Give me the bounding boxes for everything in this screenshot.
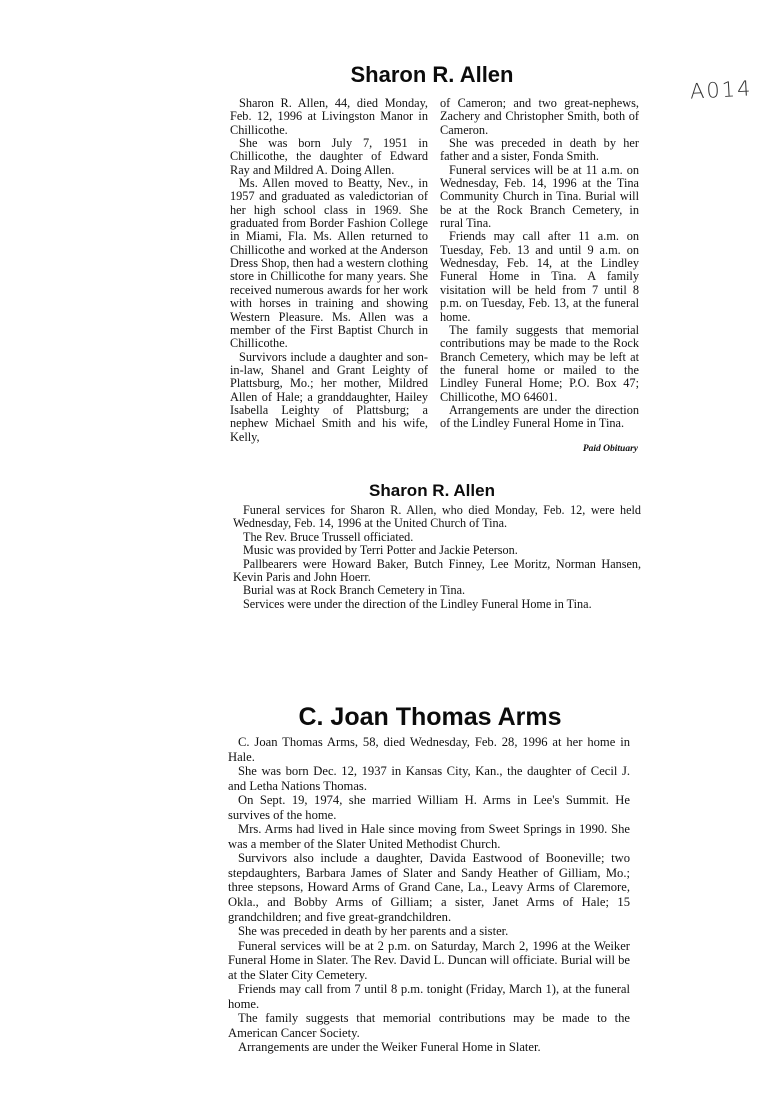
obituary-title-sharon-allen: Sharon R. Allen	[350, 62, 514, 87]
paragraph: of Cameron; and two great-nephews, Zachery and Christopher Smith, both of Cameron.	[440, 96, 639, 137]
paragraph: She was preceded in death by her father and a sister, Fonda Smith.	[440, 136, 639, 164]
paragraph: Arrangements are under the Weiker Funeral Home in Slater.	[238, 1040, 541, 1055]
paragraph: She was born Dec. 12, 1937 in Kansas City, Kan., the daughter of Cecil J. and Letha Nations Thomas.	[228, 764, 630, 793]
paragraph: On Sept. 19, 1974, she married William H. Arms in Lee's Summit. He survives of the home.	[228, 793, 630, 822]
paragraph: Music was provided by Terri Potter and Jackie Peterson.	[243, 543, 518, 558]
paragraph: Survivors include a daughter and son-in-law, Shanel and Grant Leighty of Plattsburg, Mo.; her mother, Mildred Allen of Hale; a granddaughter, Hailey Isabella Leighty of Plattsburg; a nephew Michael Smith and his wife, Kelly,	[230, 349, 428, 444]
paragraph: Friends may call from 7 until 8 p.m. tonight (Friday, March 1), at the funeral home.	[228, 982, 630, 1011]
paragraph: Services were under the direction of the Lindley Funeral Home in Tina.	[243, 596, 592, 611]
paragraph: C. Joan Thomas Arms, 58, died Wednesday, Feb. 28, 1996 at her home in Hale.	[228, 735, 630, 764]
paragraph: Burial was at Rock Branch Cemetery in Tina.	[243, 583, 466, 598]
paragraph: Friends may call after 11 a.m. on Tuesday, Feb. 13 and until 9 a.m. on Wednesday, Feb. 14, at the Lindley Funeral Home in Tina. A family visitation will be held from 7 until 8 p.m. on Tuesday, Feb. 13, at the funeral home.	[440, 229, 639, 324]
obituary-right-column	[440, 97, 639, 431]
paragraph: Funeral services will be at 2 p.m. on Saturday, March 2, 1996 at the Weiker Funeral Home in Slater. The Rev. David L. Duncan will officiate. Burial will be at the Slater City Cemetery.	[228, 938, 630, 982]
paragraph: Ms. Allen moved to Beatty, Nev., in 1957 and graduated as valedictorian of her high school class in 1969. She graduated from Border Fashion College in Miami, Fla. Ms. Allen returned to Chillicothe and worked at the Anderson Dress Shop, then had a western clothing store in Chillicothe for many years. She received numerous awards for her work with horses in training and showing Western Pleasure. Ms. Allen was a member of the First Baptist Church in Chillicothe.	[230, 176, 428, 351]
paragraph: Arrangements are under the direction of the Lindley Funeral Home in Tina.	[440, 402, 639, 431]
paid-obituary-label: Paid Obituary	[582, 444, 638, 454]
paragraph: The family suggests that memorial contributions may be made to the American Cancer Society.	[228, 1011, 630, 1040]
handwritten-annotation: A014	[689, 76, 754, 104]
paragraph: Sharon R. Allen, 44, died Monday, Feb. 12, 1996 at Livingston Manor in Chillicothe.	[230, 96, 428, 137]
obituary-services-text	[233, 504, 641, 611]
paragraph: Survivors also include a daughter, Davida Eastwood of Booneville; two stepdaughters, Barbara James of Slater and Sandy Heather of Gilliam, Mo.; three stepsons, Howard Arms of Grand Cane, La., Leavy Arms of Claremore, Okla., and Bobby Arms of Gilliam; a sister, Janet Arms of Hale; 15 grandchildren; and five great-grandchildren.	[228, 851, 630, 924]
paragraph: Pallbearers were Howard Baker, Butch Finney, Lee Moritz, Norman Hansen, Kevin Paris and John Hoerr.	[233, 556, 641, 585]
paragraph: The family suggests that memorial contributions may be made to the Rock Branch Cemetery, which may be left at the funeral home or mailed to the Lindley Funeral Home; P.O. Box 47; Chillicothe, MO 64601.	[440, 322, 639, 404]
paragraph: She was preceded in death by her parents and a sister.	[238, 924, 509, 939]
paragraph: Mrs. Arms had lived in Hale since moving from Sweet Springs in 1990. She was a member of the Slater United Methodist Church.	[228, 822, 630, 851]
obituary-left-column	[230, 97, 428, 444]
paragraph: She was born July 7, 1951 in Chillicothe, the daughter of Edward Ray and Mildred A. Doing Allen.	[230, 136, 428, 177]
paragraph: Funeral services will be at 11 a.m. on Wednesday, Feb. 14, 1996 at the Tina Community Church in Tina. Burial will be at the Rock Branch Cemetery, in rural Tina.	[440, 162, 639, 231]
obituary-title-joan-arms: C. Joan Thomas Arms	[298, 703, 562, 731]
obituary-arms-text	[228, 735, 630, 1055]
paragraph: Funeral services for Sharon R. Allen, who died Monday, Feb. 12, were held Wednesday, Feb. 14, 1996 at the United Church of Tina.	[233, 503, 641, 531]
paragraph: The Rev. Bruce Trussell officiated.	[243, 529, 414, 544]
obituary-title-sharon-allen-services: Sharon R. Allen	[369, 481, 495, 500]
